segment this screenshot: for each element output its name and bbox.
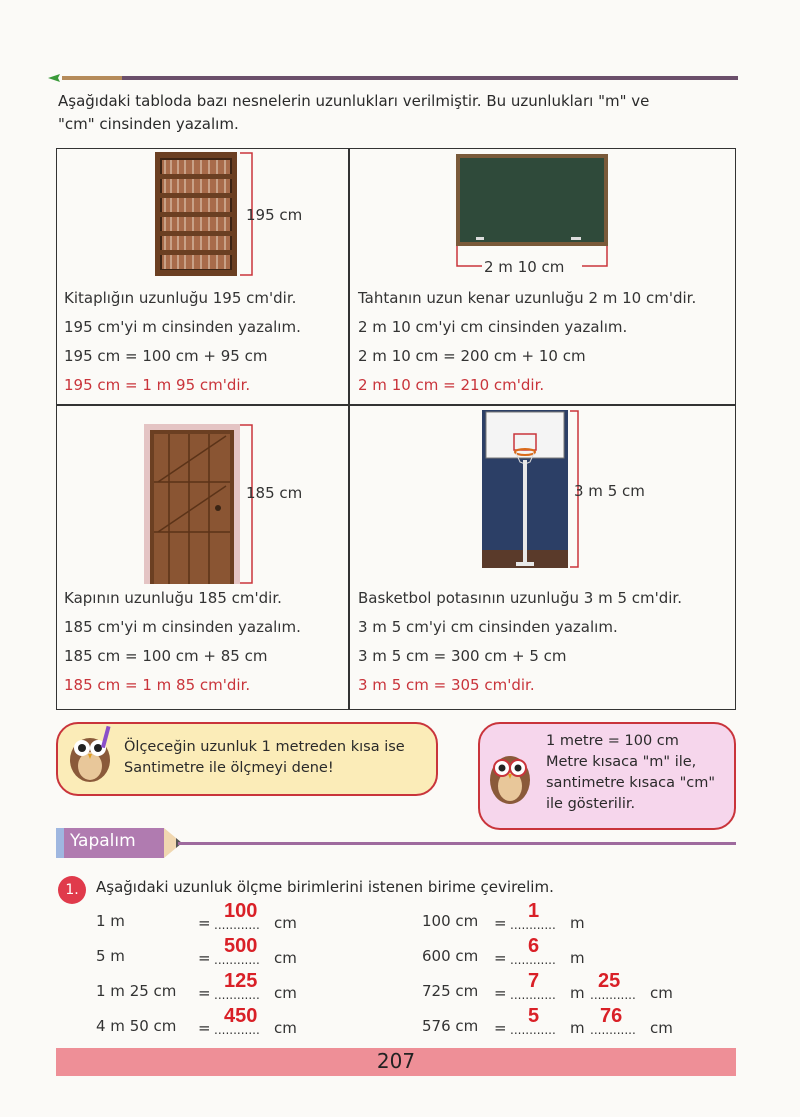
unit-right-m-1: m <box>570 914 585 932</box>
answer-right-m-1: 1 <box>528 900 540 922</box>
hoop-measure: 3 m 5 cm <box>574 482 645 500</box>
equals-sign: = <box>494 949 507 967</box>
right-label-3: 725 cm <box>422 982 479 1000</box>
answer-left-1: 100 <box>224 900 258 922</box>
answer-left-2: 500 <box>224 935 258 957</box>
answer-left-4: 450 <box>224 1005 258 1027</box>
equals-sign: = <box>494 1019 507 1037</box>
chalkboard-text <box>358 284 696 400</box>
equals-sign: = <box>198 949 211 967</box>
unit-left-1: cm <box>274 914 297 932</box>
intro-line-1: Aşağıdaki tabloda bazı nesnelerin uzunlukları verilmiştir. Bu uzunlukları "m" ve <box>58 92 650 110</box>
section-divider <box>178 842 736 845</box>
answer-blank: ............ <box>510 953 556 967</box>
door-result: 185 cm = 1 m 85 cm'dir. <box>64 676 251 694</box>
info-line-2: Metre kısaca "m" ile, <box>546 754 697 770</box>
info-text-right <box>546 731 715 815</box>
table-divider-vertical <box>348 148 350 710</box>
intro-line-2: "cm" cinsinden yazalım. <box>58 115 239 133</box>
info-line-4: ile gösterilir. <box>546 796 636 812</box>
equals-sign: = <box>198 984 211 1002</box>
right-label-4: 576 cm <box>422 1017 479 1035</box>
bookshelf-line-3: 195 cm = 100 cm + 95 cm <box>64 347 268 365</box>
chalkboard-result: 2 m 10 cm = 210 cm'dir. <box>358 376 545 394</box>
page-number: 207 <box>376 1049 416 1073</box>
door-line-3: 185 cm = 100 cm + 85 cm <box>64 647 268 665</box>
section-title: Yapalım <box>70 831 136 851</box>
bookshelf-line-2: 195 cm'yi m cinsinden yazalım. <box>64 318 301 336</box>
left-label-2: 5 m <box>96 947 125 965</box>
answer-right-m-2: 6 <box>528 935 540 957</box>
tip-left-line-1: Ölçeceğin uzunluk 1 metreden kısa ise <box>124 739 405 755</box>
bookshelf-measure: 195 cm <box>246 206 303 224</box>
hoop-text <box>358 584 682 700</box>
chalkboard-line-2: 2 m 10 cm'yi cm cinsinden yazalım. <box>358 318 628 336</box>
tip-left-line-2: Santimetre ile ölçmeyi dene! <box>124 760 334 776</box>
right-label-2: 600 cm <box>422 947 479 965</box>
unit-right-m-3: m <box>570 984 585 1002</box>
answer-blank: ............ <box>214 918 260 932</box>
left-label-1: 1 m <box>96 912 125 930</box>
answer-right-m-3: 7 <box>528 970 540 992</box>
question-prompt: Aşağıdaki uzunluk ölçme birimlerini istenen birime çevirelim. <box>96 878 554 896</box>
answer-left-3: 125 <box>224 970 258 992</box>
unit-right-cm-4: cm <box>650 1019 673 1037</box>
door-text <box>64 584 301 700</box>
answer-blank: ............ <box>510 988 556 1002</box>
unit-left-3: cm <box>274 984 297 1002</box>
unit-right-m-4: m <box>570 1019 585 1037</box>
answer-blank: ............ <box>214 988 260 1002</box>
left-label-4: 4 m 50 cm <box>96 1017 177 1035</box>
answer-right-m-4: 5 <box>528 1005 540 1027</box>
answer-blank: ............ <box>510 1023 556 1037</box>
basketball-hoop-image <box>482 410 568 568</box>
equals-sign: = <box>494 984 507 1002</box>
hoop-line-1: Basketbol potasının uzunluğu 3 m 5 cm'dir. <box>358 589 682 607</box>
bookshelf-line-1: Kitaplığın uzunluğu 195 cm'dir. <box>64 289 297 307</box>
bookshelf-text <box>64 284 301 400</box>
chalkboard-line-1: Tahtanın uzun kenar uzunluğu 2 m 10 cm'dir. <box>358 289 697 307</box>
chalkboard-measure: 2 m 10 cm <box>484 258 565 276</box>
owl-glasses-icon <box>484 742 536 806</box>
question-number: 1. <box>58 876 86 904</box>
chalkboard-image <box>456 154 608 246</box>
right-label-1: 100 cm <box>422 912 479 930</box>
bookshelf-image <box>155 152 237 276</box>
left-label-3: 1 m 25 cm <box>96 982 177 1000</box>
header-divider <box>48 74 738 82</box>
answer-blank: ............ <box>510 918 556 932</box>
info-line-1: 1 metre = 100 cm <box>546 733 679 749</box>
unit-left-4: cm <box>274 1019 297 1037</box>
answer-blank: ............ <box>214 1023 260 1037</box>
info-line-3: santimetre kısaca "cm" <box>546 775 716 791</box>
door-line-2: 185 cm'yi m cinsinden yazalım. <box>64 618 301 636</box>
answer-right-cm-3: 25 <box>598 970 621 992</box>
owl-icon <box>64 724 116 784</box>
door-measure: 185 cm <box>246 484 303 502</box>
table-divider-horizontal <box>56 404 736 406</box>
answer-blank: ............ <box>590 1023 636 1037</box>
door-image <box>144 424 240 584</box>
equals-sign: = <box>198 1019 211 1037</box>
hoop-line-3: 3 m 5 cm = 300 cm + 5 cm <box>358 647 567 665</box>
equals-sign: = <box>198 914 211 932</box>
door-height-bracket <box>238 424 258 584</box>
unit-left-2: cm <box>274 949 297 967</box>
hoop-line-2: 3 m 5 cm'yi cm cinsinden yazalım. <box>358 618 618 636</box>
intro-text <box>58 90 748 136</box>
chalkboard-line-3: 2 m 10 cm = 200 cm + 10 cm <box>358 347 586 365</box>
bookshelf-result: 195 cm = 1 m 95 cm'dir. <box>64 376 251 394</box>
answer-blank: ............ <box>214 953 260 967</box>
hoop-result: 3 m 5 cm = 305 cm'dir. <box>358 676 535 694</box>
door-line-1: Kapının uzunluğu 185 cm'dir. <box>64 589 282 607</box>
equals-sign: = <box>494 914 507 932</box>
unit-right-m-2: m <box>570 949 585 967</box>
unit-right-cm-3: cm <box>650 984 673 1002</box>
answer-blank: ............ <box>590 988 636 1002</box>
tip-text-left <box>124 737 405 779</box>
answer-right-cm-4: 76 <box>600 1005 623 1027</box>
